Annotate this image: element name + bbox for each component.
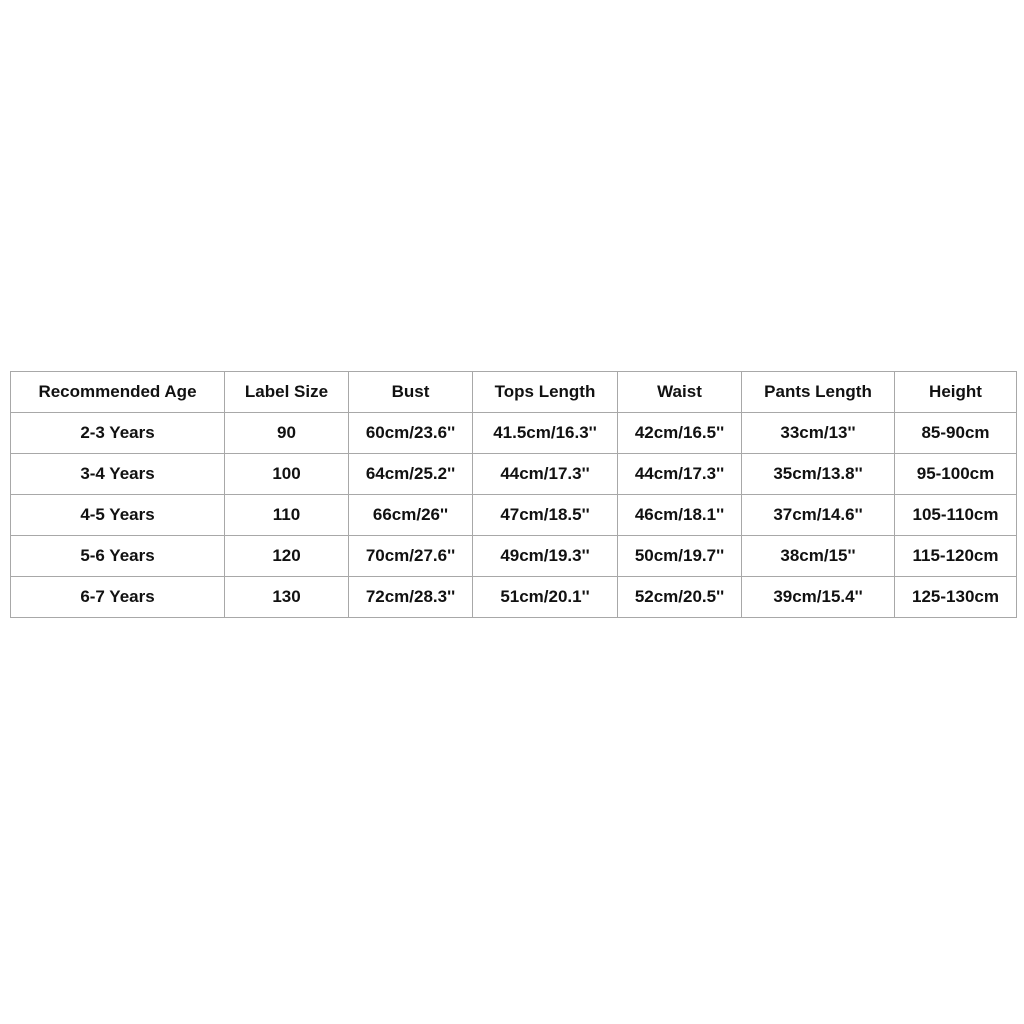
cell-tops-length: 44cm/17.3'': [473, 454, 618, 495]
table-row: [11, 536, 1017, 577]
table-row: [11, 495, 1017, 536]
cell-waist: 44cm/17.3'': [618, 454, 742, 495]
cell-pants-length: 38cm/15'': [742, 536, 895, 577]
cell-label-size: 110: [225, 495, 349, 536]
cell-pants-length: 33cm/13'': [742, 413, 895, 454]
table-row: [11, 454, 1017, 495]
size-chart-table: [10, 371, 1017, 618]
cell-waist: 52cm/20.5'': [618, 577, 742, 618]
cell-recommended-age: 2-3 Years: [11, 413, 225, 454]
cell-height: 85-90cm: [895, 413, 1017, 454]
cell-bust: 70cm/27.6'': [349, 536, 473, 577]
cell-recommended-age: 6-7 Years: [11, 577, 225, 618]
cell-tops-length: 51cm/20.1'': [473, 577, 618, 618]
cell-waist: 46cm/18.1'': [618, 495, 742, 536]
cell-waist: 50cm/19.7'': [618, 536, 742, 577]
header-waist: Waist: [618, 372, 742, 413]
table-row: [11, 413, 1017, 454]
header-pants-length: Pants Length: [742, 372, 895, 413]
cell-tops-length: 47cm/18.5'': [473, 495, 618, 536]
cell-height: 95-100cm: [895, 454, 1017, 495]
header-height: Height: [895, 372, 1017, 413]
cell-recommended-age: 5-6 Years: [11, 536, 225, 577]
cell-pants-length: 39cm/15.4'': [742, 577, 895, 618]
cell-recommended-age: 4-5 Years: [11, 495, 225, 536]
cell-tops-length: 41.5cm/16.3'': [473, 413, 618, 454]
cell-pants-length: 35cm/13.8'': [742, 454, 895, 495]
cell-label-size: 100: [225, 454, 349, 495]
cell-bust: 60cm/23.6'': [349, 413, 473, 454]
cell-recommended-age: 3-4 Years: [11, 454, 225, 495]
cell-pants-length: 37cm/14.6'': [742, 495, 895, 536]
cell-height: 115-120cm: [895, 536, 1017, 577]
cell-height: 125-130cm: [895, 577, 1017, 618]
cell-tops-length: 49cm/19.3'': [473, 536, 618, 577]
cell-height: 105-110cm: [895, 495, 1017, 536]
cell-label-size: 90: [225, 413, 349, 454]
header-bust: Bust: [349, 372, 473, 413]
header-recommended-age: Recommended Age: [11, 372, 225, 413]
table-row: [11, 577, 1017, 618]
header-row: [11, 372, 1017, 413]
header-label-size: Label Size: [225, 372, 349, 413]
cell-label-size: 120: [225, 536, 349, 577]
cell-waist: 42cm/16.5'': [618, 413, 742, 454]
cell-bust: 64cm/25.2'': [349, 454, 473, 495]
header-tops-length: Tops Length: [473, 372, 618, 413]
cell-label-size: 130: [225, 577, 349, 618]
cell-bust: 72cm/28.3'': [349, 577, 473, 618]
cell-bust: 66cm/26'': [349, 495, 473, 536]
